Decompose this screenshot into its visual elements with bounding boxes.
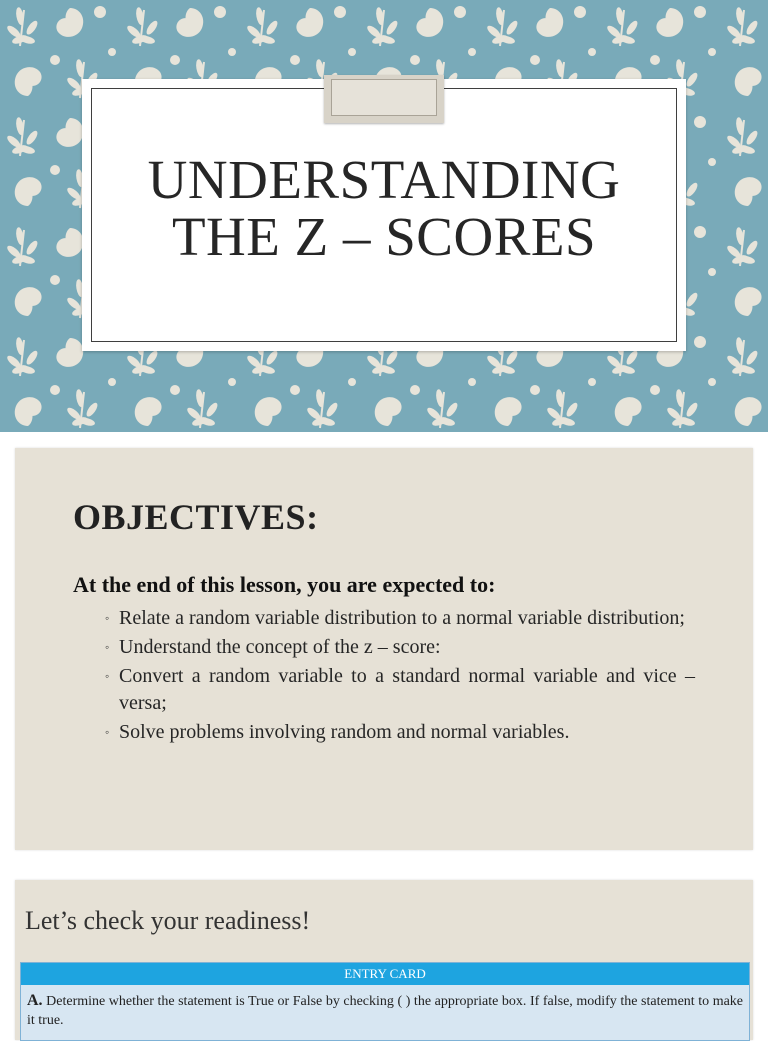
entry-card-row (21, 985, 749, 1040)
objective-item: ◦ Understand the concept of the z – score: (103, 634, 695, 661)
slide-title (82, 151, 686, 265)
objective-item: ◦ Relate a random variable distribution to a normal variable distribution; (103, 605, 695, 632)
slide-title-line-1: UNDERSTANDING (147, 149, 621, 210)
entry-card-table (20, 962, 750, 1041)
objective-item: ◦ Convert a random variable to a standard normal variable and vice – versa; (105, 665, 695, 714)
bullet-icon: ◦ (105, 611, 110, 625)
slide-title-line-2: THE Z – SCORES (171, 206, 597, 267)
objectives-slide (15, 448, 753, 850)
row-instruction: Determine whether the statement is True or False by checking ( ) the appropriate box. If false, modify the statement to make it true. (27, 994, 744, 1028)
objective-item: ◦ Solve problems involving random and normal variables. (103, 719, 695, 746)
title-card (82, 79, 686, 351)
row-label: A. (27, 992, 43, 1009)
readiness-slide (15, 880, 753, 1040)
objectives-intro: At the end of this lesson, you are expected to: (73, 572, 496, 597)
bullet-icon: ◦ (105, 640, 110, 654)
title-card-tab (324, 75, 444, 123)
readiness-heading: Let’s check your readiness! (25, 906, 311, 935)
bullet-icon: ◦ (105, 669, 110, 683)
objectives-list (103, 605, 695, 748)
objectives-heading: OBJECTIVES: (73, 497, 319, 537)
entry-card-header: ENTRY CARD (21, 963, 749, 985)
title-slide (0, 0, 768, 432)
bullet-icon: ◦ (105, 725, 110, 739)
